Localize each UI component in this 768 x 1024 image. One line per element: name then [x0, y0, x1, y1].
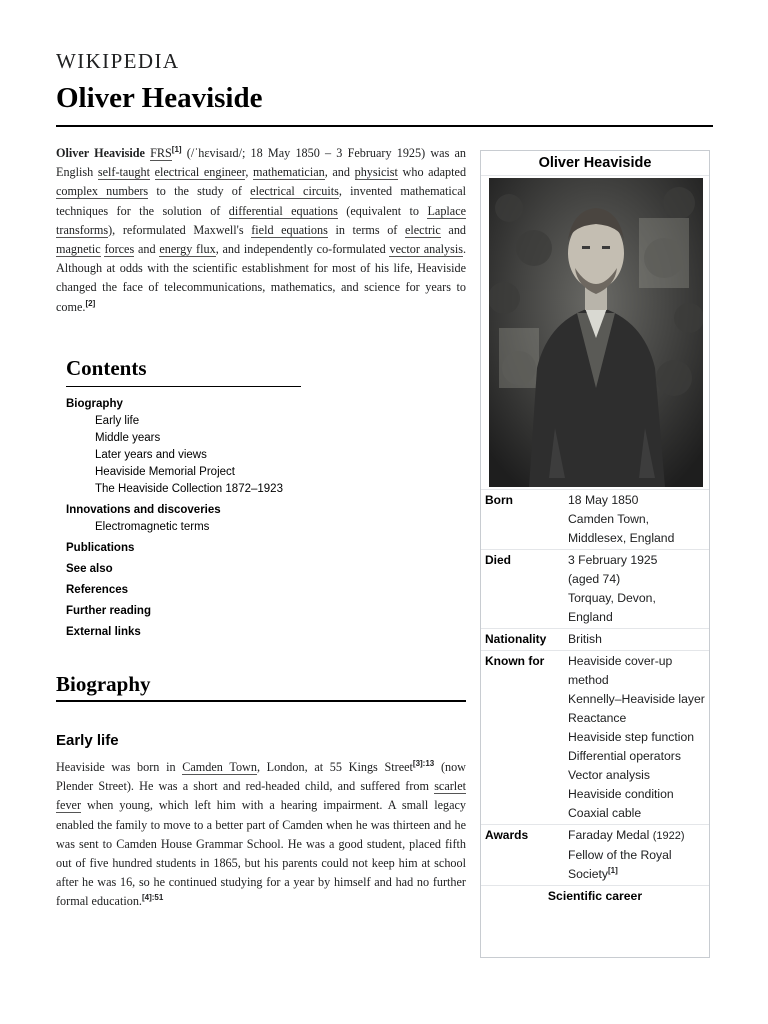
ref-1[interactable]: [1] — [607, 866, 618, 875]
infobox-value: 18 May 1850 Camden Town, Middlesex, England — [568, 493, 675, 545]
page-title: Oliver Heaviside — [56, 82, 263, 114]
title-divider — [56, 125, 713, 127]
known-for-item[interactable]: Differential operators — [568, 749, 681, 763]
infobox-label: Born — [485, 493, 513, 507]
known-for-item[interactable]: Kennelly–Heaviside layer — [568, 692, 705, 706]
infobox-row-nationality — [481, 628, 709, 650]
toc-divider — [66, 386, 301, 387]
link-camden-town[interactable]: Camden Town — [182, 760, 257, 774]
infobox-label: Known for — [485, 654, 545, 668]
infobox-value — [568, 652, 706, 823]
toc-item[interactable]: Further reading — [66, 605, 151, 617]
link-differential-equations[interactable]: differential equations — [228, 203, 338, 218]
known-for-item[interactable]: Heaviside condition — [568, 787, 674, 801]
toc-item[interactable]: Innovations and discoveries — [66, 504, 221, 516]
link-frs[interactable]: FRS — [150, 146, 172, 160]
lead-paragraph: Oliver Heaviside FRS[1] (/ˈhɛvisaɪd/; 18 May 1850 – 3 February 1925) was an English self-taught electrical engineer, mathematician, and physicist who adapted complex numbers to the study of electrical circuits, invented mathematical techniques for the solution of differential equations (equivalent to Laplace transforms), reformulated Maxwell's field equations in terms of electric and magnetic forces and energy flux, and independently co-formulated vector analysis. Although at odds with the scientific establishment for most of his life, Heaviside changed the face of telecommunications, mathematics, and science for years to come.[2] — [56, 145, 467, 314]
infobox-value: 3 February 1925 (aged 74) Torquay, Devon, England — [568, 553, 658, 624]
toc-item[interactable]: See also — [66, 563, 113, 575]
link-mathematician[interactable]: mathematician — [252, 165, 325, 180]
known-for-item[interactable]: Heaviside step function — [568, 730, 695, 744]
subject-name: Oliver Heaviside — [56, 146, 145, 160]
infobox-label: Died — [485, 553, 512, 567]
ref-1[interactable]: [1] — [171, 145, 182, 154]
portrait-illustration — [489, 178, 703, 487]
infobox-value: British — [568, 632, 602, 646]
toc-item[interactable]: External links — [66, 626, 141, 638]
link-complex-numbers[interactable]: complex numbers — [56, 184, 149, 199]
link-energy-flux[interactable]: energy flux — [159, 242, 216, 257]
subsection-heading-early-life: Early life — [56, 732, 119, 749]
ref-3[interactable]: [3]:13 — [412, 759, 435, 768]
known-for-item[interactable]: Vector analysis — [568, 768, 650, 782]
link-electrical-engineer[interactable]: electrical engineer — [154, 165, 246, 180]
toc-item[interactable]: The Heaviside Collection 1872–1923 — [95, 483, 283, 495]
known-for-item[interactable]: Reactance — [568, 711, 627, 725]
infobox-row-born — [481, 489, 709, 549]
section-heading-biography: Biography — [56, 672, 151, 696]
toc-item[interactable]: Biography — [66, 398, 123, 410]
toc-item[interactable]: Heaviside Memorial Project — [95, 466, 235, 478]
toc-item[interactable]: Electromagnetic terms — [95, 521, 210, 533]
infobox-section-header: Scientific career — [481, 885, 709, 906]
known-for-item[interactable]: Heaviside cover-up method — [568, 654, 673, 687]
infobox-title: Oliver Heaviside — [481, 151, 709, 176]
ref-2[interactable]: [2] — [85, 298, 96, 308]
link-magnetic[interactable]: magnetic — [56, 242, 101, 257]
known-for-item[interactable]: Coaxial cable — [568, 806, 642, 820]
toc-item[interactable]: Early life — [95, 415, 140, 427]
link-vector-analysis[interactable]: vector analysis — [389, 242, 463, 257]
ref-4[interactable]: [4]:51 — [141, 893, 164, 903]
wikipedia-wordmark[interactable]: WIKIPEDIA — [56, 49, 180, 73]
link-laplace-transforms[interactable]: Laplace transforms — [56, 203, 467, 237]
link-self-taught[interactable]: self-taught — [97, 165, 150, 180]
infobox-label: Nationality — [485, 632, 547, 646]
award-frs[interactable]: Fellow of the Royal Society — [568, 848, 672, 881]
toc-item[interactable]: Later years and views — [95, 449, 207, 461]
link-electric[interactable]: electric — [404, 222, 441, 237]
link-electrical-circuits[interactable]: electrical circuits — [250, 184, 339, 199]
infobox-row-awards — [481, 824, 709, 885]
section-divider — [56, 700, 466, 702]
infobox-rows — [481, 489, 709, 906]
link-physicist[interactable]: physicist — [354, 165, 398, 180]
award-faraday-medal[interactable]: Faraday Medal — [568, 828, 650, 842]
toc-item[interactable]: References — [66, 584, 129, 596]
link-forces[interactable]: forces — [104, 242, 135, 257]
link-scarlet-fever[interactable]: scarlet fever — [56, 779, 466, 813]
infobox-label: Awards — [485, 828, 529, 842]
infobox-value: Faraday Medal (1922) Fellow of the Royal Society[1] — [568, 828, 685, 881]
toc-item[interactable]: Publications — [66, 542, 135, 554]
toc-item[interactable]: Middle years — [95, 432, 161, 444]
link-field-equations[interactable]: field equations — [251, 222, 328, 237]
early-life-paragraph: Heaviside was born in Camden Town, London, at 55 Kings Street$^{[3]:13}$ (now Plender Street). He was a short and red-headed child, and suffered from scarlet fever when young, which left him with a hearing impairment. A small legacy enabled the family to move to a better part of Camden when he was thirteen and he was sent to Camden House Grammar School. He was a good student, placed fifth out of five hundred students in 1865, but his parents could not keep him at school after he was 16, so he continued studying for a year by himself and had no further formal education.$^{[4]:51}$ — [56, 759, 466, 909]
infobox-row-known-for — [481, 650, 709, 824]
infobox-row-died — [481, 549, 709, 628]
table-of-contents — [66, 356, 306, 641]
infobox — [480, 150, 710, 958]
toc-list — [66, 396, 306, 641]
portrait-photo[interactable] — [489, 178, 703, 487]
toc-title: Contents — [66, 356, 147, 380]
